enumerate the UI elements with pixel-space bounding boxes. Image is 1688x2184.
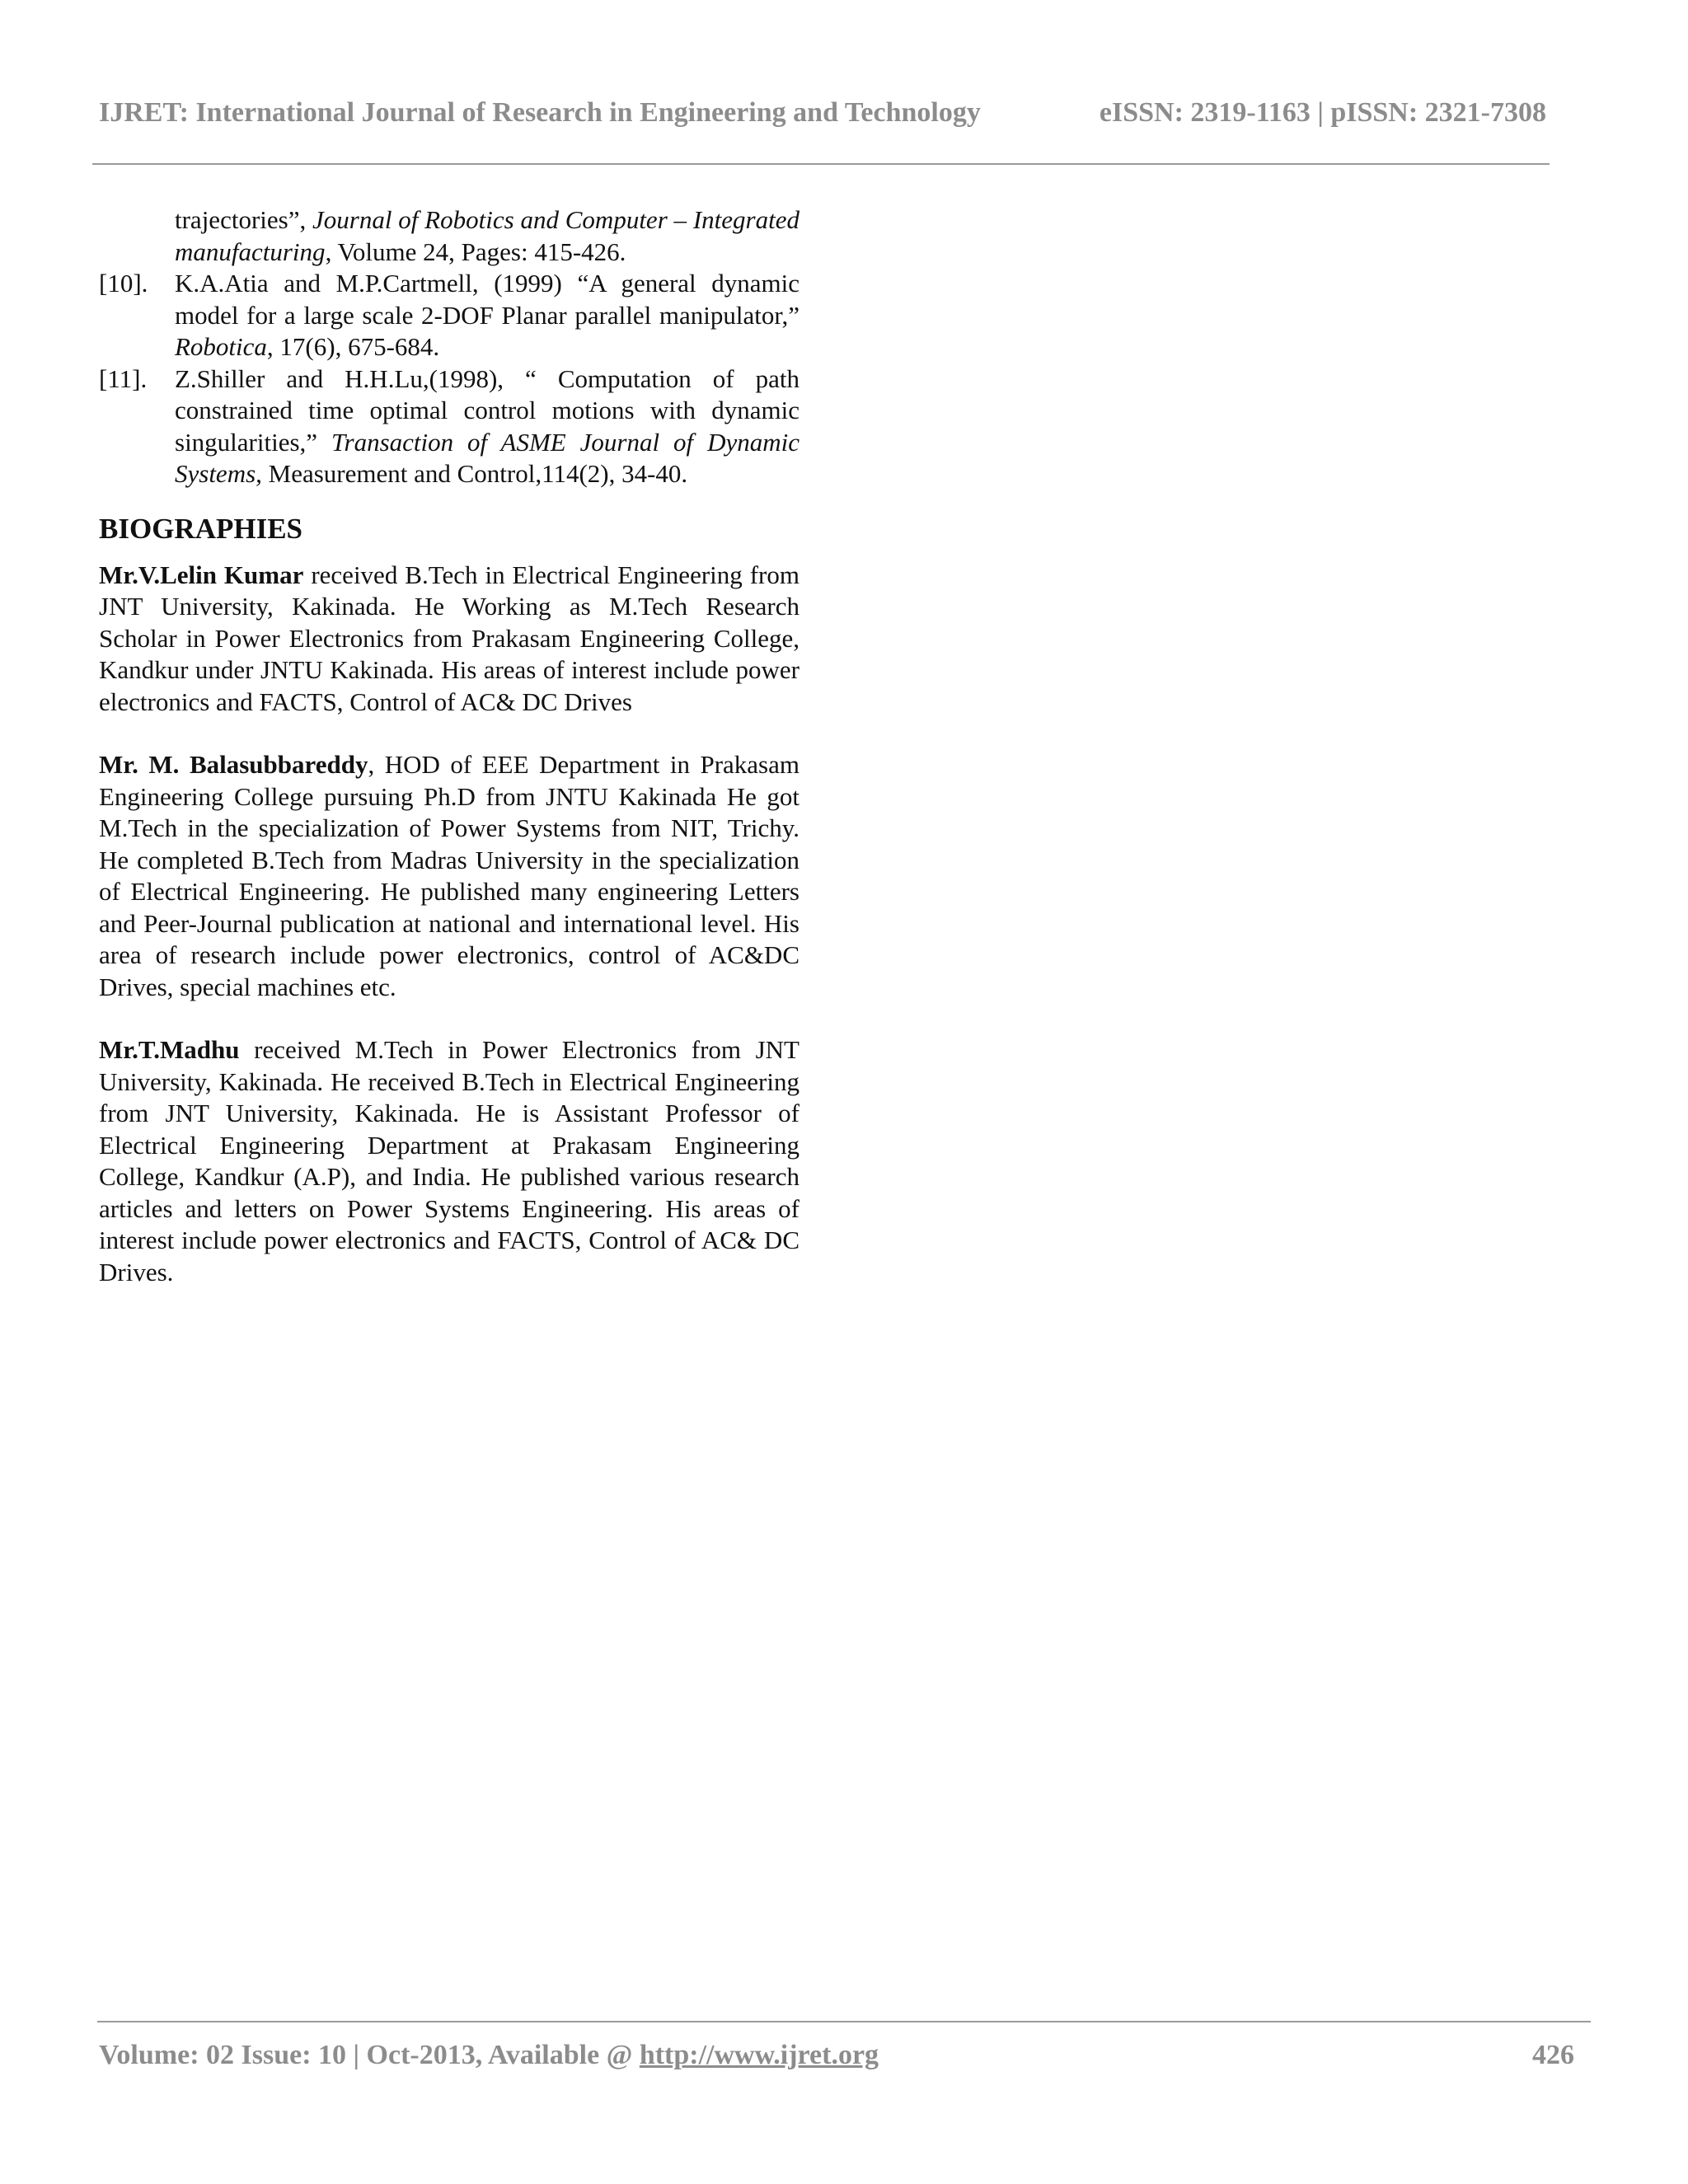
author-name: Mr. M. Balasubbareddy [99,750,368,779]
author-name: Mr.T.Madhu [99,1035,240,1064]
reference-journal: Transaction of ASME Journal of Dynamic Systems, [175,427,799,488]
footer-divider [97,2021,1591,2022]
reference-number: [10]. [99,269,148,298]
running-header [99,97,1546,138]
reference-continuation: trajectories”, Journal of Robotics and Computer – Integrated manufacturing, Volume 24, Pages: 415-426. [175,205,799,266]
running-footer [99,2040,1574,2081]
biography-lelin-kumar: Mr.V.Lelin Kumar received B.Tech in Electrical Engineering from JNT University, Kakinada. He Working as M.Tech Research Scholar in Power Electronics from Prakasam Engineering College, Kandkur under JNTU Kakinada. His areas of interest include power electronics and FACTS, Control of AC& DC Drives [99,560,799,716]
reference-number: [11]. [99,363,148,393]
reference-10: [10]. K.A.Atia and M.P.Cartmell, (1999) “A general dynamic model for a large scale 2-DOF Planar parallel manipulator,” Robotica, 17(6), 675-684. [99,269,799,361]
issn-numbers: eISSN: 2319-1163 | pISSN: 2321-7308 [1099,97,1546,128]
left-column [99,204,799,1319]
section-heading-biographies: BIOGRAPHIES [99,512,302,545]
reference-11: [11]. Z.Shiller and H.H.Lu,(1998), “ Computation of path constrained time optimal control motions with dynamic singularities,” Transaction of ASME Journal of Dynamic Systems, Measurement and Control,114(2), 34-40. [99,363,799,488]
biography-balasubbareddy: Mr. M. Balasubbareddy, HOD of EEE Department in Prakasam Engineering College pursuing Ph.D from JNTU Kakinada He got M.Tech in the specialization of Power Systems from NIT, Trichy. He completed B.Tech from Madras University in the specialization of Electrical Engineering. He published many engineering Letters and Peer-Journal publication at national and international level. His area of research include power electronics, control of AC&DC Drives, special machines etc. [99,750,799,1001]
journal-url-link[interactable]: http://www.ijret.org [639,2040,879,2070]
volume-info: Volume: 02 Issue: 10 | Oct-2013, Available @ http://www.ijret.org [99,2040,879,2070]
header-divider [92,163,1550,165]
reference-journal: Journal of Robotics and Computer – Integrated manufacturing [175,205,799,266]
journal-title: IJRET: International Journal of Research in Engineering and Technology [99,97,981,128]
reference-journal: Robotica [175,332,267,361]
author-name: Mr.V.Lelin Kumar [99,560,304,589]
biography-madhu: Mr.T.Madhu received M.Tech in Power Electronics from JNT University, Kakinada. He received B.Tech in Electrical Engineering from JNT University, Kakinada. He is Assistant Professor of Electrical Engineering Department at Prakasam Engineering College, Kandkur (A.P), and India. He published various research articles and letters on Power Systems Engineering. His areas of interest include power electronics and FACTS, Control of AC& DC Drives. [99,1035,799,1286]
page-number: 426 [1532,2040,1574,2070]
